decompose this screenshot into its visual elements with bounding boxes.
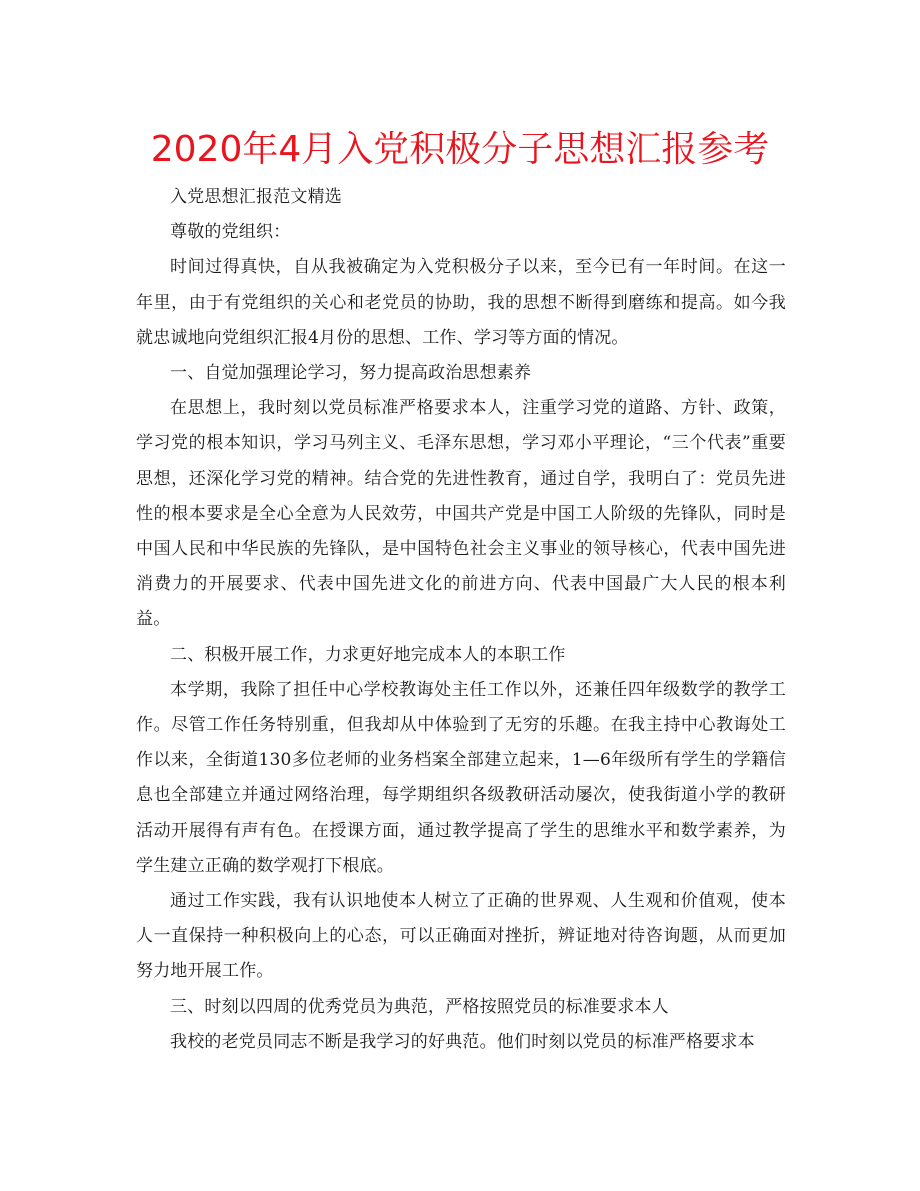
salutation: 尊敬的党组织： <box>170 222 291 243</box>
section-heading: 三、时刻以四周的优秀党员为典范，严格按照党员的标准要求本人 <box>170 996 669 1017</box>
paragraph: 我校的老党员同志不断是我学习的好典范。他们时刻以党员的标准严格要求本 <box>170 1031 755 1052</box>
document-body <box>136 180 786 1060</box>
section-heading: 一、自觉加强理论学习，努力提高政治思想素养 <box>170 363 532 384</box>
paragraph: 通过工作实践，我有认识地使本人树立了正确的世界观、人生观和价值观，使本人一直保持一种积极向上的心态，可以正确面对挫折，辨证地对待咨询题，从而更加努力地开展工作。 <box>136 891 786 982</box>
paragraph: 时间过得真快，自从我被确定为入党积极分子以来，至今已有一年时间。在这一年里，由于有党组织的关心和老党员的协助，我的思想不断得到磨练和提高。如今我就忠诚地向党组织汇报4月份的思想、工作、学习等方面的情况。 <box>136 257 786 348</box>
document-title: 2020年4月入党积极分子思想汇报参考 <box>150 129 770 170</box>
paragraph: 在思想上，我时刻以党员标准严格要求本人，注重学习党的道路、方针、政策，学习党的根本知识，学习马列主义、毛泽东思想，学习邓小平理论，“三个代表”重要思想，还深化学习党的精神。结合党的先进性教育，通过自学，我明白了：党员先进性的根本要求是全心全意为人民效劳，中国共产党是中国工人阶级的先锋队，同时是中国人民和中华民族的先锋队，是中国特色社会主义事业的领导核心，代表中国先进消费力的开展要求、代表中国先进文化的前进方向、代表中国最广大人民的根本利益。 <box>136 398 786 630</box>
paragraph: 本学期，我除了担任中心学校教诲处主任工作以外，还兼任四年级数学的教学工作。尽管工作任务特别重，但我却从中体验到了无穷的乐趣。在我主持中心教诲处工作以来，全街道130多位老师的业务档案全部建立起来，1—6年级所有学生的学籍信息也全部建立并通过网络治理，每学期组织各级教研活动屡次，使我街道小学的教研活动开展得有声有色。在授课方面，通过教学提高了学生的思维水平和数学素养，为学生建立正确的数学观打下根底。 <box>136 679 786 876</box>
paragraph: 入党思想汇报范文精选 <box>170 187 342 207</box>
section-heading: 二、积极开展工作，力求更好地完成本人的本职工作 <box>170 644 566 665</box>
